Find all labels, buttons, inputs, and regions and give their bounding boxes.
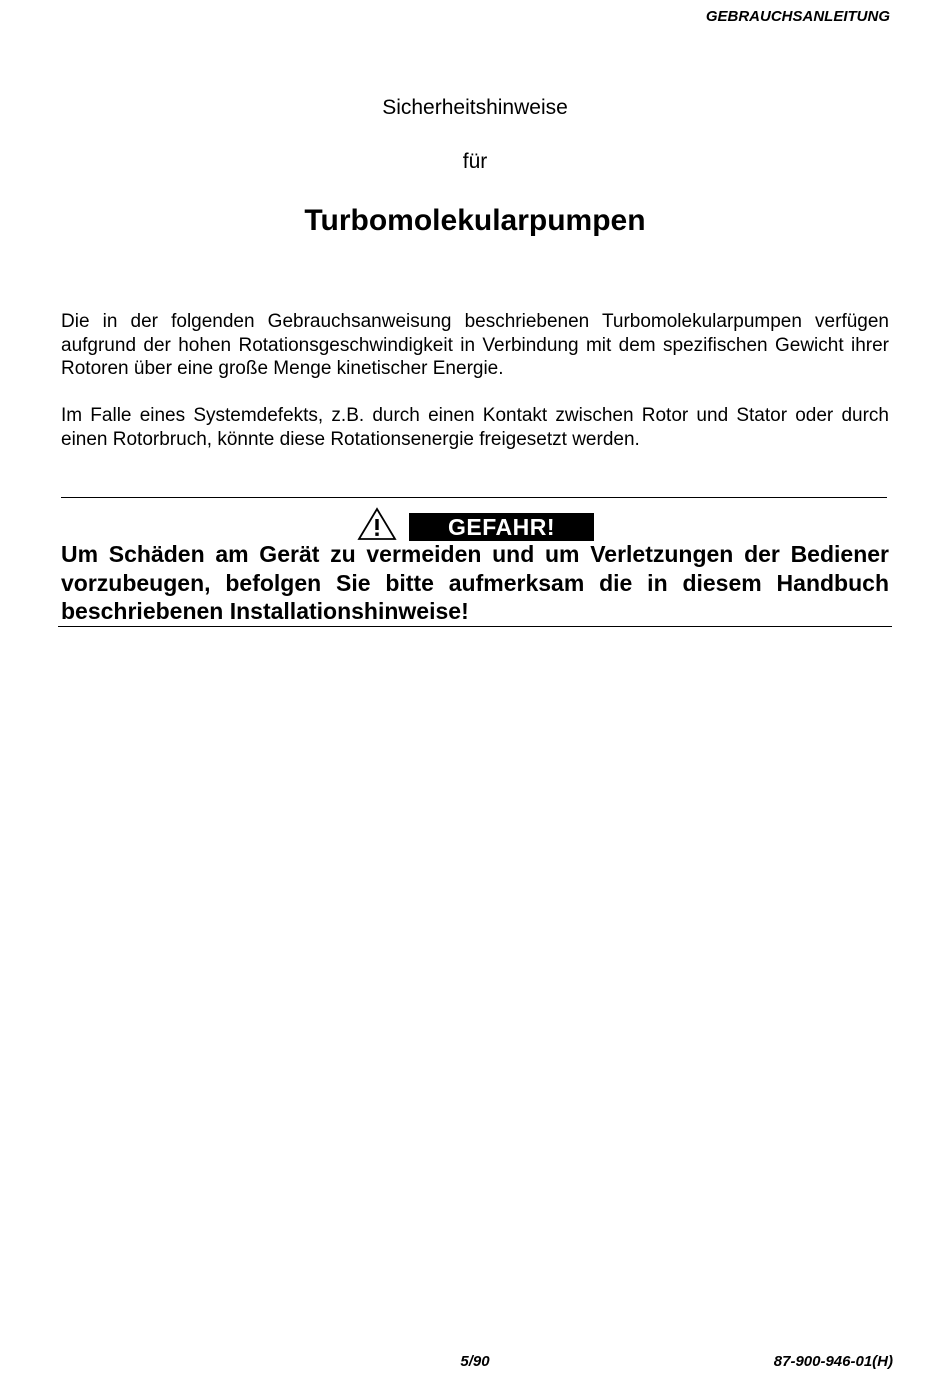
danger-header	[0, 507, 950, 543]
page-title: Turbomolekularpumpen	[304, 204, 646, 237]
document-number: 87-900-946-01(H)	[773, 1353, 893, 1370]
divider-bottom	[58, 626, 892, 627]
warning-triangle-icon	[357, 507, 397, 541]
danger-warning-text: Um Schäden am Gerät zu vermeiden und um Verletzungen der Bediener vorzubeugen, befolgen Sie bitte aufmerksam die in diesem Handbuch beschriebenen Installationshinweise!	[61, 541, 889, 624]
title-line-2: für	[462, 150, 488, 173]
danger-badge: GEFAHR!	[409, 513, 594, 541]
title-line-1: Sicherheitshinweise	[382, 96, 568, 119]
page-number: 5/90	[460, 1353, 490, 1370]
divider-top	[61, 497, 887, 498]
intro-paragraph: Die in der folgenden Gebrauchsanweisung beschriebenen Turbomolekularpumpen verfügen aufgrund der hohen Rotationsgeschwindigkeit in Verbindung mit dem spezifischen Gewicht ihrer Rotoren über eine große Menge kinetischer Energie.	[61, 311, 889, 379]
defect-paragraph: Im Falle eines Systemdefekts, z.B. durch einen Kontakt zwischen Rotor und Stator oder durch einen Rotorbruch, könnte diese Rotationsenergie freigesetzt werden.	[61, 405, 889, 450]
header-title: GEBRAUCHSANLEITUNG	[705, 8, 890, 25]
